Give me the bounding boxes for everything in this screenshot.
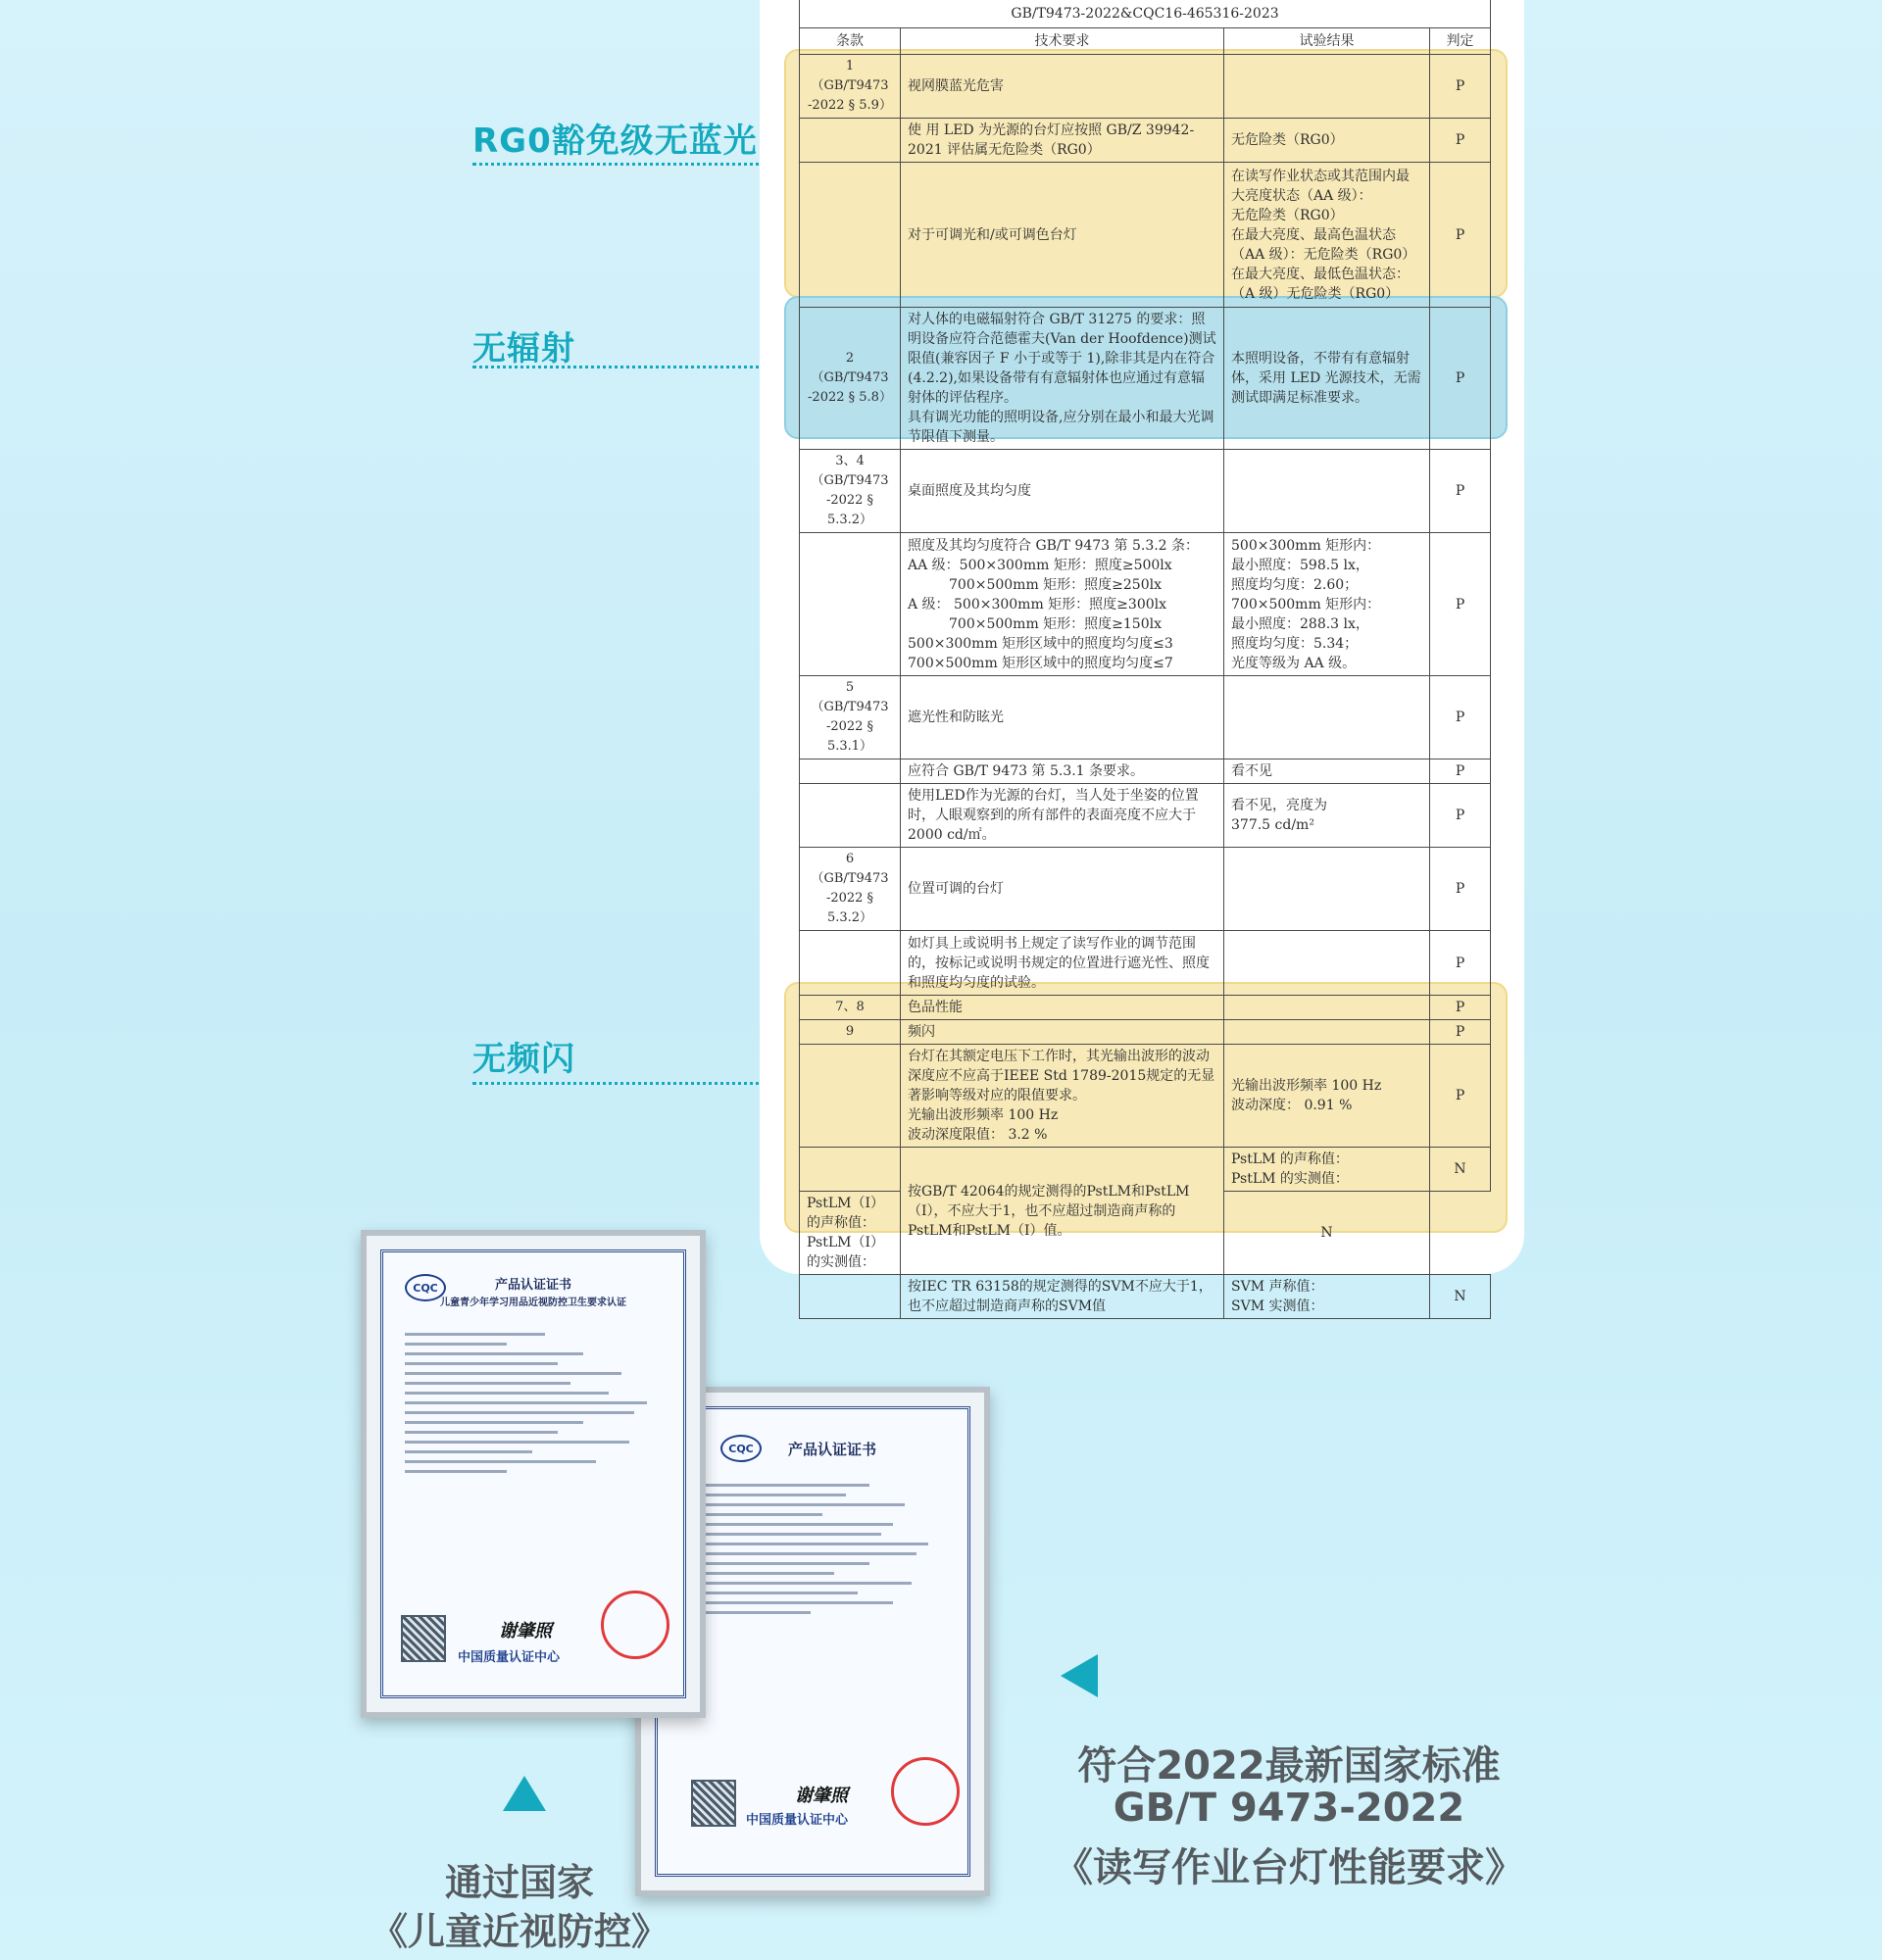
report-cell-requirement: 台灯在其额定电压下工作时，其光输出波形的波动深度应不应高于IEEE Std 1789-2015规定的无显著影响等级对应的限值要求。 光输出波形频率 100 Hz 波动深度限值： 3.2 % <box>901 1045 1224 1148</box>
caption-right-line3: 《读写作业台灯性能要求》 <box>1054 1845 1524 1890</box>
report-cell-clause <box>800 931 901 996</box>
report-row <box>800 784 1491 848</box>
report-cell-result: PstLM 的声称值： PstLM 的实测值： <box>1224 1148 1430 1192</box>
report-cell-verdict: P <box>1430 1045 1491 1148</box>
report-cell-clause: 2 （GB/T9473 -2022 § 5.8） <box>800 308 901 450</box>
report-cell-verdict: P <box>1430 760 1491 784</box>
report-cell-requirement: 桌面照度及其均匀度 <box>901 450 1224 533</box>
report-cell-verdict: N <box>1430 1148 1491 1192</box>
report-cell-verdict: P <box>1430 996 1491 1020</box>
report-row <box>800 931 1491 996</box>
report-cell-result: 看不见，亮度为 377.5 cd/m² <box>1224 784 1430 848</box>
report-cell-clause <box>800 784 901 848</box>
report-row <box>800 450 1491 533</box>
report-cell-requirement: 视网膜蓝光危害 <box>901 55 1224 119</box>
cqc-logo: CQC <box>405 1274 446 1301</box>
report-cell-clause: 9 <box>800 1020 901 1045</box>
report-cell-result <box>1224 450 1430 533</box>
report-row <box>800 308 1491 450</box>
report-title-row <box>800 0 1491 28</box>
report-cell-verdict: P <box>1430 1020 1491 1045</box>
report-cell-clause <box>800 533 901 676</box>
callout-no-flicker: 无频闪 <box>472 1040 575 1079</box>
signature: 谢肇照 <box>795 1786 848 1806</box>
report-cell-requirement: 色品性能 <box>901 996 1224 1020</box>
report-cell-verdict: P <box>1430 848 1491 931</box>
test-report-table <box>799 0 1491 1319</box>
report-cell-result: PstLM（I）的声称值： PstLM（I）的实测值： <box>800 1192 901 1275</box>
report-cell-result <box>1224 931 1430 996</box>
certificate-front <box>361 1230 706 1718</box>
report-cell-clause <box>800 760 901 784</box>
report-cell-verdict: P <box>1430 784 1491 848</box>
certification-seal <box>891 1757 960 1826</box>
report-cell-requirement: 按IEC TR 63158的规定测得的SVM不应大于1，也不应超过制造商声称的SVM值 <box>901 1275 1224 1319</box>
report-cell-requirement: 使 用 LED 为光源的台灯应按照 GB/Z 39942-2021 评估属无危险类（RG0） <box>901 119 1224 163</box>
report-cell-verdict: P <box>1430 55 1491 119</box>
report-cell-result: 在读写作业状态或其范围内最大亮度状态（AA 级）： 无危险类（RG0） 在最大亮度、最高色温状态（AA 级）：无危险类（RG0） 在最大亮度、最低色温状态：（A 级）无危险类（RG0） <box>1224 163 1430 308</box>
header-requirement: 技术要求 <box>901 28 1224 55</box>
report-row <box>800 1148 1491 1192</box>
report-cell-requirement: 对于可调光和/或可调色台灯 <box>901 163 1224 308</box>
report-cell-result: 光输出波形频率 100 Hz 波动深度： 0.91 % <box>1224 1045 1430 1148</box>
report-row <box>800 55 1491 119</box>
report-cell-clause: 5 （GB/T9473 -2022 § 5.3.1） <box>800 676 901 760</box>
report-cell-clause <box>800 1045 901 1148</box>
report-row <box>800 996 1491 1020</box>
report-cell-requirement: 应符合 GB/T 9473 第 5.3.1 条要求。 <box>901 760 1224 784</box>
report-cell-result: 无危险类（RG0） <box>1224 119 1430 163</box>
header-result: 试验结果 <box>1224 28 1430 55</box>
certificate-back-title: 产品认证证书 <box>787 1441 876 1458</box>
callout-rg0-line <box>472 163 796 166</box>
report-cell-clause <box>800 119 901 163</box>
callout-no-flicker-line <box>472 1082 796 1085</box>
report-cell-verdict: N <box>1430 1275 1491 1319</box>
report-cell-requirement: 如灯具上或说明书上规定了读写作业的调节范围的，按标记或说明书规定的位置进行遮光性、照度和照度均匀度的试验。 <box>901 931 1224 996</box>
callout-rg0: RG0豁免级无蓝光 <box>472 122 758 161</box>
report-cell-result: 看不见 <box>1224 760 1430 784</box>
report-cell-requirement: 遮光性和防眩光 <box>901 676 1224 760</box>
qr-code <box>401 1615 446 1662</box>
header-verdict: 判定 <box>1430 28 1491 55</box>
caption-right-line2: GB/T 9473-2022 <box>1113 1786 1465 1831</box>
report-cell-clause <box>800 163 901 308</box>
arrow-up-icon <box>503 1776 546 1811</box>
arrow-left-icon <box>1061 1654 1098 1697</box>
report-cell-clause: 1 （GB/T9473 -2022 § 5.9） <box>800 55 901 119</box>
report-cell-requirement: 频闪 <box>901 1020 1224 1045</box>
report-cell-verdict: P <box>1430 931 1491 996</box>
report-cell-result <box>1224 676 1430 760</box>
report-cell-result <box>1224 1020 1430 1045</box>
report-cell-clause: 3、4 （GB/T9473 -2022 § 5.3.2） <box>800 450 901 533</box>
report-cell-verdict: P <box>1430 533 1491 676</box>
caption-left-line1: 通过国家 <box>444 1861 594 1904</box>
report-row <box>800 1020 1491 1045</box>
report-row <box>800 848 1491 931</box>
report-cell-clause: 7、8 <box>800 996 901 1020</box>
certificate-front-org: 中国质量认证中心 <box>458 1650 561 1665</box>
report-row <box>800 676 1491 760</box>
report-row <box>800 760 1491 784</box>
certificate-front-subtitle: 儿童青少年学习用品近视防控卫生要求认证 <box>440 1298 626 1308</box>
report-cell-result <box>1224 55 1430 119</box>
report-cell-verdict: P <box>1430 119 1491 163</box>
report-cell-verdict: P <box>1430 163 1491 308</box>
callout-no-radiation-line <box>472 366 796 368</box>
certification-seal <box>601 1591 669 1659</box>
report-cell-verdict: P <box>1430 308 1491 450</box>
report-cell-verdict: P <box>1430 676 1491 760</box>
report-cell-clause: 6 （GB/T9473 -2022 § 5.3.2） <box>800 848 901 931</box>
report-header-row <box>800 28 1491 55</box>
report-row <box>800 119 1491 163</box>
report-cell-requirement: 对人体的电磁辐射符合 GB/T 31275 的要求：照明设备应符合范德霍夫(Van der Hoofdence)测试限值(兼容因子 F 小于或等于 1),除非其是内在符合(4.2.2),如果设备带有有意辐射体也应通过有意辐射体的评估程序。 具有调光功能的照明设备,应分别在最小和最大光调节限值下测量。 <box>901 308 1224 450</box>
signature: 谢肇照 <box>499 1621 552 1642</box>
qr-code <box>691 1780 736 1827</box>
report-standard-title: GB/T9473-2022&CQC16-465316-2023 <box>800 0 1491 28</box>
report-row <box>800 163 1491 308</box>
report-cell-result <box>1224 996 1430 1020</box>
caption-left-line2: 《儿童近视防控》 <box>370 1910 669 1953</box>
report-cell-requirement: 按GB/T 42064的规定测得的PstLM和PstLM（I），不应大于1，也不应超过制造商声称的PstLM和PstLM（I）值。 <box>901 1148 1224 1275</box>
callout-no-radiation: 无辐射 <box>472 329 575 368</box>
cqc-logo: CQC <box>720 1435 762 1462</box>
report-cell-result: 本照明设备，不带有有意辐射体，采用 LED 光源技术，无需测试即满足标准要求。 <box>1224 308 1430 450</box>
certificate-front-title: 产品认证证书 <box>494 1278 571 1293</box>
report-cell-verdict: P <box>1430 450 1491 533</box>
report-cell-requirement: 位置可调的台灯 <box>901 848 1224 931</box>
report-cell-requirement: 使用LED作为光源的台灯，当人处于坐姿的位置时，人眼观察到的所有部件的表面亮度不应大于2000 cd/㎡。 <box>901 784 1224 848</box>
caption-right-line1: 符合2022最新国家标准 <box>1077 1743 1501 1788</box>
certificate-back-text <box>705 1484 940 1621</box>
report-cell-result <box>1224 848 1430 931</box>
report-cell-result: 500×300mm 矩形内： 最小照度：598.5 lx， 照度均匀度：2.60； 700×500mm 矩形内： 最小照度：288.3 lx， 照度均匀度：5.34； 光度等级为 AA 级。 <box>1224 533 1430 676</box>
report-row <box>800 1275 1491 1319</box>
report-cell-verdict: N <box>1224 1192 1430 1275</box>
report-cell-result: SVM 声称值： SVM 实测值： <box>1224 1275 1430 1319</box>
report-cell-clause <box>800 1148 901 1192</box>
certificate-back-org: 中国质量认证中心 <box>746 1813 849 1828</box>
report-cell-clause <box>800 1275 901 1319</box>
header-clause: 条款 <box>800 28 901 55</box>
certificate-front-text <box>405 1333 660 1480</box>
report-row <box>800 533 1491 676</box>
report-row <box>800 1045 1491 1148</box>
report-cell-requirement: 照度及其均匀度符合 GB/T 9473 第 5.3.2 条： AA 级：500×300mm 矩形：照度≥500lx 700×500mm 矩形：照度≥250lx A 级： 500×300mm 矩形：照度≥300lx 700×500mm 矩形：照度≥150lx 500×300mm 矩形区域中的照度均匀度≤3 700×500mm 矩形区域中的照度均匀度≤7 <box>901 533 1224 676</box>
